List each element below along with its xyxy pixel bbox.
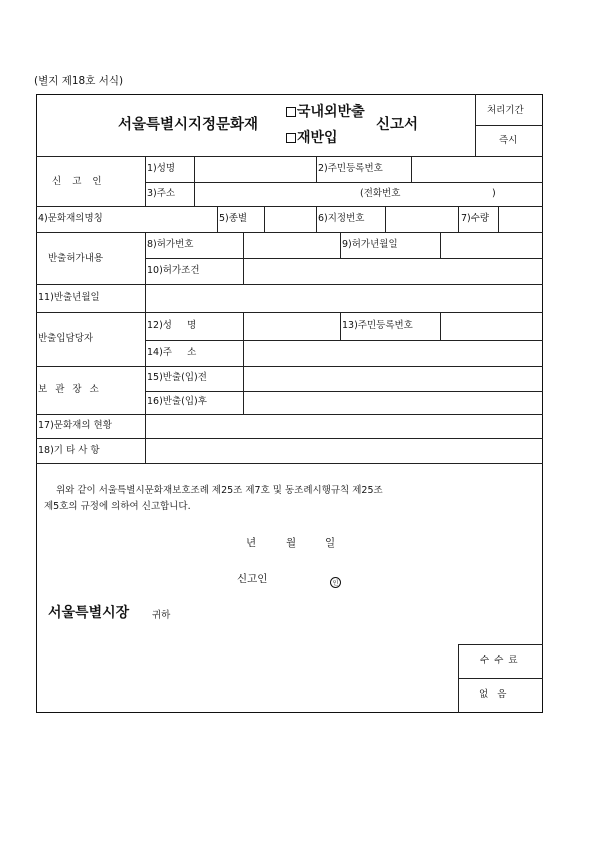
declaration-line1: 위와 같이 서울특별시문화재보호조례 제25조 제7호 및 동조례시행규칙 제25조	[56, 485, 383, 496]
form-number: (별지 제18호 서식)	[34, 75, 124, 87]
other-field[interactable]	[146, 440, 541, 461]
name-label: 1)성명	[147, 163, 176, 174]
permit-date-label: 9)허가년월일	[342, 239, 398, 250]
line-h-fee-mid	[458, 678, 543, 679]
address-label: 3)주소	[147, 188, 176, 199]
line-v-manager-b	[340, 312, 341, 340]
designation-no-field[interactable]	[386, 208, 457, 230]
line-h-heritage-bottom	[36, 232, 543, 233]
option-reimport[interactable]: 재반입	[286, 131, 338, 145]
permit-no-label: 8)허가번호	[147, 239, 194, 250]
addressee: 서울특별시장	[48, 605, 130, 621]
manager-resident-no-label: 13)주민등록번호	[342, 320, 413, 331]
before-field[interactable]	[244, 368, 541, 389]
line-v-resno2	[411, 156, 412, 182]
line-v-header	[475, 94, 476, 156]
line-v-col1	[145, 156, 146, 206]
checkbox-export[interactable]	[286, 107, 296, 117]
resident-no-field[interactable]	[413, 158, 541, 180]
processing-period-value: 즉시	[499, 135, 518, 146]
storage-label: 보 관 장 소	[38, 384, 99, 395]
title-main: 서울특별시지정문화재	[118, 116, 259, 133]
line-v-permit-b	[340, 232, 341, 258]
line-v-resno	[316, 156, 317, 182]
phone-label: (전화번호	[360, 188, 401, 199]
type-label: 5)종별	[219, 213, 248, 224]
line-h-export-bottom	[36, 312, 543, 313]
quantity-label: 7)수량	[461, 213, 490, 224]
after-field[interactable]	[244, 393, 541, 412]
permit-condition-field[interactable]	[244, 260, 541, 282]
type-field[interactable]	[265, 208, 315, 230]
manager-resident-no-field[interactable]	[441, 314, 541, 338]
permit-condition-label: 10)허가조건	[147, 265, 200, 276]
resident-no-label: 2)주민등록번호	[318, 163, 383, 174]
line-h-header-mid	[475, 125, 543, 126]
manager-name-field[interactable]	[244, 314, 339, 338]
permit-no-field[interactable]	[244, 234, 339, 256]
line-h-reporter-mid	[145, 182, 543, 183]
manager-label: 반출입담당자	[38, 333, 94, 344]
line-h-status-bottom	[36, 438, 543, 439]
heritage-name-field[interactable]	[146, 208, 216, 230]
line-h-reporter-bottom	[36, 206, 543, 207]
export-date-field[interactable]	[146, 286, 541, 310]
manager-name-label: 12)성 명	[147, 320, 197, 331]
other-label: 18)기 타 사 항	[38, 445, 100, 456]
permit-content-label: 반출허가내용	[48, 253, 104, 264]
line-v-heritage-a	[217, 206, 218, 232]
option-export[interactable]: 국내외반출	[286, 105, 365, 119]
manager-address-field[interactable]	[244, 342, 541, 364]
before-label: 15)반출(입)전	[147, 372, 207, 383]
date-year: 년	[246, 537, 257, 549]
line-v-heritage-e	[458, 206, 459, 232]
line-h-permit-bottom	[36, 284, 543, 285]
line-h-fee-top	[458, 644, 543, 645]
addressee-suffix: 귀하	[152, 610, 171, 621]
seal-icon: 인	[330, 572, 341, 588]
reporter-label: 신 고 인	[52, 176, 102, 187]
quantity-field[interactable]	[499, 208, 541, 230]
line-h-header-bottom	[36, 156, 543, 157]
manager-address-label: 14)주 소	[147, 347, 197, 358]
line-h-manager-bottom	[36, 366, 543, 367]
line-v-fee	[458, 644, 459, 713]
date-day: 일	[325, 537, 336, 549]
checkbox-reimport[interactable]	[286, 133, 296, 143]
after-label: 16)반출(입)후	[147, 396, 207, 407]
processing-period-label: 처리기간	[487, 105, 524, 116]
line-v-heritage-c	[316, 206, 317, 232]
status-field[interactable]	[146, 416, 541, 436]
line-h-permit-mid	[145, 258, 543, 259]
designation-no-label: 6)지정번호	[318, 213, 365, 224]
permit-date-field[interactable]	[441, 234, 541, 256]
phone-close: )	[492, 188, 496, 199]
date-month: 월	[286, 537, 297, 549]
fee-value: 없 음	[479, 689, 507, 700]
fee-label: 수 수 료	[480, 655, 518, 666]
reporter-signature-label: 신고인	[237, 573, 268, 585]
heritage-name-label: 4)문화재의명칭	[38, 213, 103, 224]
line-v-name	[194, 156, 195, 206]
line-h-manager-mid	[145, 340, 543, 341]
name-field[interactable]	[196, 158, 314, 180]
title-suffix: 신고서	[376, 116, 419, 133]
line-h-storage-bottom	[36, 414, 543, 415]
status-label: 17)문화재의 현황	[38, 420, 112, 431]
export-date-label: 11)반출년월일	[38, 292, 100, 303]
line-h-storage-mid	[145, 391, 543, 392]
line-h-other-bottom	[36, 463, 543, 464]
declaration-line2: 제5호의 규정에 의하여 신고합니다.	[44, 501, 191, 512]
